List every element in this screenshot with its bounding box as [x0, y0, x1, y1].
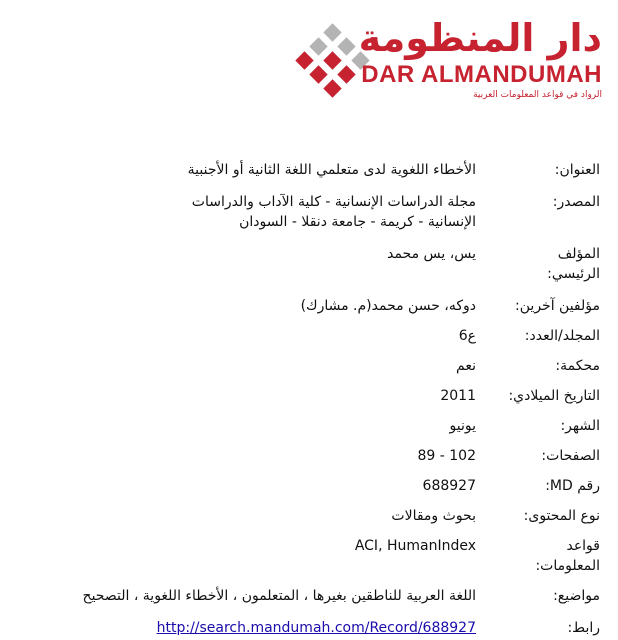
content-type-value: بحوث ومقالات: [391, 508, 476, 524]
row-year: [0, 386, 600, 406]
source-value: مجلة الدراسات الإنسانية - كلية الآداب والدراسات الإنسانية - كريمة - جامعة دنقلا - السودان: [191, 194, 476, 230]
row-month: [0, 416, 600, 436]
month-label: الشهر:: [560, 418, 600, 434]
logo-tagline: الرواد في قواعد المعلومات العربية: [473, 90, 602, 100]
row-link: [0, 618, 600, 638]
volume-issue-value: ع6: [458, 328, 476, 344]
subjects-value: اللغة العربية للناطقين بغيرها ، المتعلمون ، الأخطاء اللغوية ، التصحيح: [82, 588, 476, 604]
row-source: [0, 192, 600, 232]
row-main-author: [0, 244, 600, 284]
title-label: العنوان:: [554, 162, 600, 178]
row-volume-issue: [0, 326, 600, 346]
month-value: يونيو: [449, 418, 476, 434]
md-number-label: رقم MD:: [545, 478, 600, 494]
row-content-type: [0, 506, 600, 526]
row-pages: [0, 446, 600, 466]
logo-arabic-text: دار المنظومة: [358, 16, 602, 60]
row-md-number: [0, 476, 600, 496]
databases-label: قواعد المعلومات:: [535, 538, 600, 574]
peer-reviewed-label: محكمة:: [555, 358, 600, 374]
year-value: 2011: [440, 388, 476, 404]
other-authors-label: مؤلفين آخرين:: [515, 298, 600, 314]
databases-value: ACI, HumanIndex: [354, 538, 476, 554]
row-other-authors: [0, 296, 600, 316]
pages-label: الصفحات:: [541, 448, 600, 464]
other-authors-value: دوكه، حسن محمد(م. مشارك): [300, 298, 476, 314]
record-link[interactable]: http://search.mandumah.com/Record/688927: [156, 620, 476, 636]
main-author-value: يس، يس محمد: [387, 246, 476, 262]
md-number-value: 688927: [422, 478, 476, 494]
volume-issue-label: المجلد/العدد:: [524, 328, 600, 344]
year-label: التاريخ الميلادي:: [508, 388, 600, 404]
content-type-label: نوع المحتوى:: [523, 508, 600, 524]
pages-value: 89 - 102: [417, 448, 476, 464]
link-label: رابط:: [567, 620, 600, 636]
record-details: [0, 160, 600, 638]
link-value: [0, 618, 504, 638]
logo-english-text: DAR ALMANDUMAH: [361, 61, 602, 88]
row-peer-reviewed: [0, 356, 600, 376]
row-databases: [0, 536, 600, 576]
title-value: الأخطاء اللغوية لدى متعلمي اللغة الثانية أو الأجنبية: [187, 162, 476, 178]
row-title: [0, 160, 600, 180]
subjects-label: مواضيع:: [553, 588, 600, 604]
peer-reviewed-value: نعم: [456, 358, 476, 374]
dar-almandumah-logo[interactable]: [290, 14, 606, 114]
row-subjects: [0, 586, 600, 606]
main-author-label: المؤلف الرئيسي:: [547, 246, 600, 282]
source-label: المصدر:: [552, 194, 600, 210]
